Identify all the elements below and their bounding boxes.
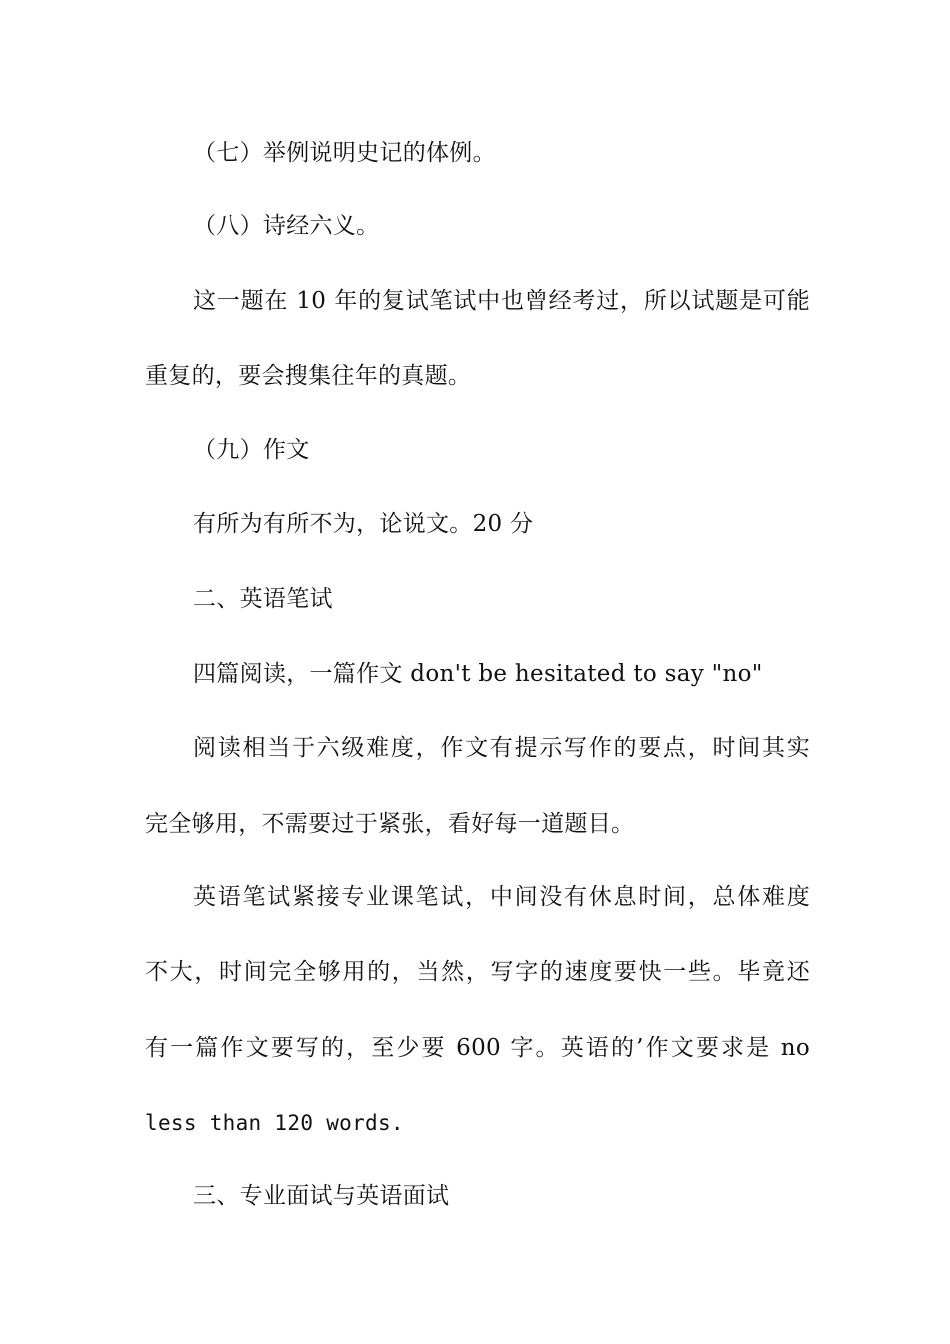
paragraph-line: 有一篇作文要写的，至少要 600 字。英语的’作文要求是 no xyxy=(145,1035,810,1061)
section-heading-interview: 三、专业面试与英语面试 xyxy=(193,1183,450,1209)
paragraph-line: 阅读相当于六级难度，作文有提示写作的要点，时间其实 xyxy=(193,735,810,761)
paragraph-line: 有所为有所不为，论说文。20 分 xyxy=(193,511,534,537)
section-heading-english-written: 二、英语笔试 xyxy=(193,586,333,612)
paragraph-line: 不大，时间完全够用的，当然，写字的速度要快一些。毕竟还 xyxy=(145,959,810,985)
paragraph-line: 完全够用，不需要过于紧张，看好每一道题目。 xyxy=(145,811,635,837)
list-item-eight: （八）诗经六义。 xyxy=(193,213,380,239)
paragraph-line: 四篇阅读，一篇作文 don't be hesitated to say "no" xyxy=(193,661,763,687)
paragraph-line: less than 120 words. xyxy=(145,1111,404,1135)
list-item-nine: （九）作文 xyxy=(193,437,310,463)
paragraph-line: 这一题在 10 年的复试笔试中也曾经考过，所以试题是可能 xyxy=(193,288,810,314)
paragraph-line: 重复的，要会搜集往年的真题。 xyxy=(145,363,472,389)
list-item-seven: （七）举例说明史记的体例。 xyxy=(193,140,496,166)
paragraph-line: 英语笔试紧接专业课笔试，中间没有休息时间，总体难度 xyxy=(193,884,810,910)
